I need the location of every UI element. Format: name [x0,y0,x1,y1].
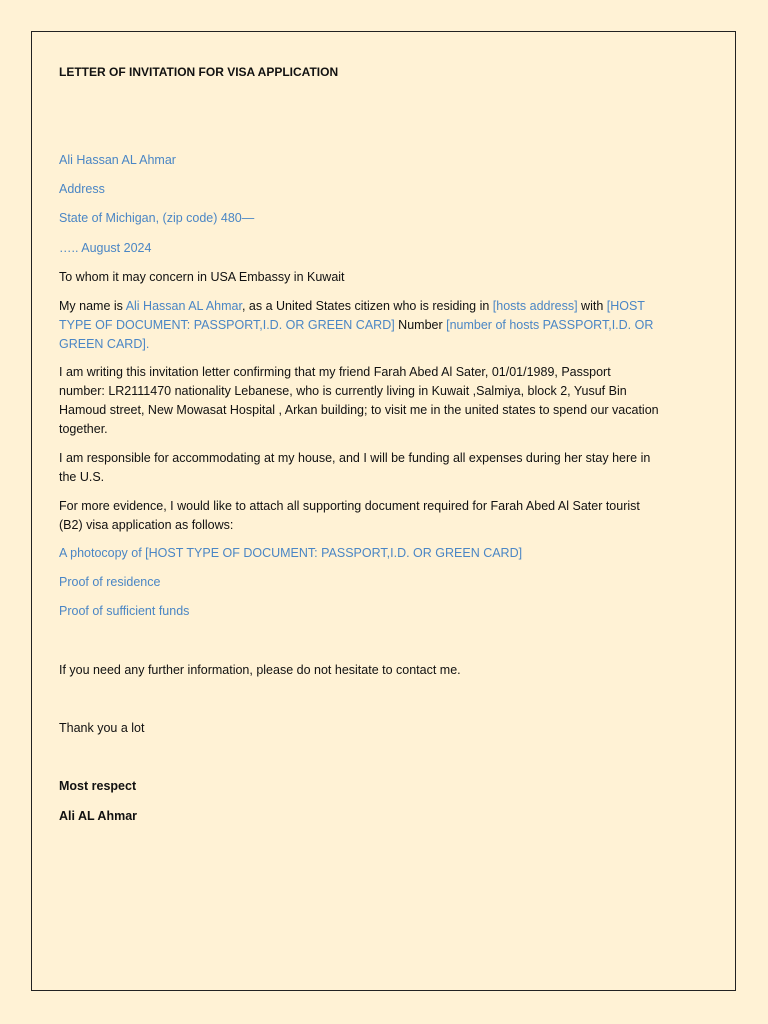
intro-text-4: Number [394,318,447,332]
further-info: If you need any further information, please do not hesitate to contact me. [59,663,461,677]
intro-text-3: with [577,299,607,313]
signature: Ali AL Ahmar [59,809,138,823]
intro-paragraph [59,297,659,354]
doc-type-placeholder: [HOST TYPE OF DOCUMENT: PASSPORT,I.D. OR GREEN CARD] [59,299,645,332]
doc-number-placeholder: [number of hosts PASSPORT,I.D. OR GREEN CARD]. [59,318,654,351]
sender-state: State of Michigan, (zip code) 480— [59,211,255,225]
document-item: Proof of sufficient funds [59,604,190,618]
intro-text-1: My name is [59,299,126,313]
intro-name: Ali Hassan AL Ahmar [125,299,242,313]
letter-date: ….. August 2024 [59,241,152,255]
body-paragraph-2: I am responsible for accommodating at my house, and I will be funding all expenses during her stay here in the U.S. [59,451,651,484]
intro-text-2: , as a United States citizen who is residing in [241,299,493,313]
sender-name: Ali Hassan AL Ahmar [59,153,176,167]
closing: Most respect [59,779,137,793]
body-paragraph-3: For more evidence, I would like to attach all supporting document required for Farah Abed Al Sater tourist (B2) visa application as follows: [59,499,640,532]
document-item: Proof of residence [59,575,161,589]
body-paragraph-1: I am writing this invitation letter confirming that my friend Farah Abed Al Sater, 01/01/1989, Passport number: LR2111470 nationality Lebanese, who is currently living in Kuwait ,Salmiya, block 2, Yusuf Bin Hamoud street, New Mowasat Hospital , Arkan building; to visit me in the united states to spend our vacation together. [59,365,659,436]
thanks-line: Thank you a lot [59,721,145,735]
hosts-address-placeholder: [hosts address] [492,299,578,313]
document-item: A photocopy of [HOST TYPE OF DOCUMENT: PASSPORT,I.D. OR GREEN CARD] [59,546,523,560]
letter-title: LETTER OF INVITATION FOR VISA APPLICATION [59,65,339,79]
salutation: To whom it may concern in USA Embassy in Kuwait [59,270,345,284]
sender-address: Address [59,182,105,196]
